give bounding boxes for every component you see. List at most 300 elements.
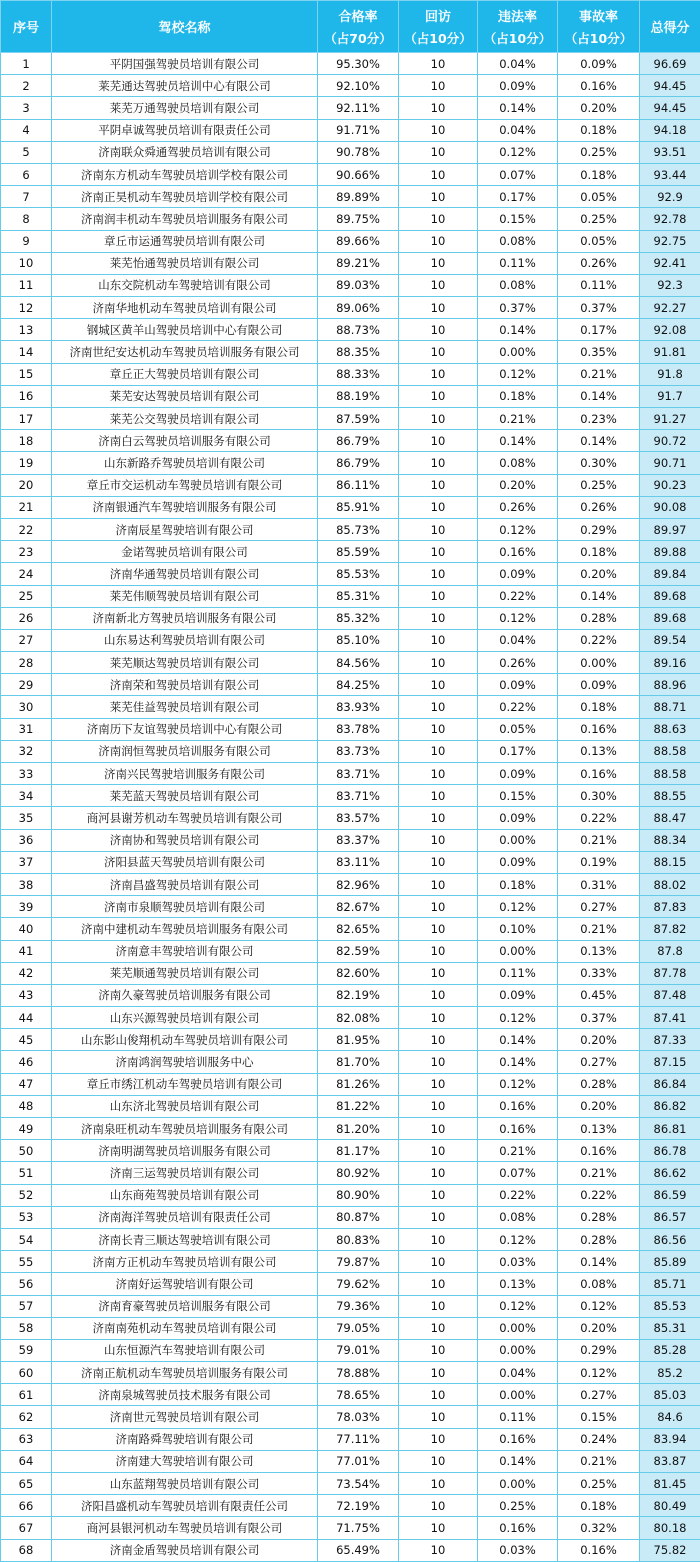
rank-cell: 29 [1,674,52,696]
table-row [1,585,700,607]
revisit-cell: 10 [399,1051,478,1073]
violation-rate-cell: 0.14% [478,319,558,341]
school-name-cell: 济南意丰驾驶培训有限公司 [52,940,318,962]
rank-cell: 17 [1,408,52,430]
table-row [1,1295,700,1317]
col-violation-subheader: （占10分） [478,29,557,47]
pass-rate-cell: 82.96% [318,873,399,895]
pass-rate-cell: 84.25% [318,674,399,696]
pass-rate-cell: 88.73% [318,319,399,341]
rank-cell: 36 [1,829,52,851]
total-score-cell: 89.68 [640,607,700,629]
rank-cell: 59 [1,1339,52,1361]
pass-rate-cell: 85.10% [318,629,399,651]
school-name-cell: 济南兴民驾驶培训服务有限公司 [52,763,318,785]
revisit-cell: 10 [399,1007,478,1029]
rank-cell: 31 [1,718,52,740]
total-score-cell: 85.2 [640,1362,700,1384]
school-name-cell: 莱芜伟顺驾驶员培训有限公司 [52,585,318,607]
revisit-cell: 10 [399,274,478,296]
violation-rate-cell: 0.04% [478,119,558,141]
table-row [1,674,700,696]
school-name-cell: 济南新北方驾驶员培训服务有限公司 [52,607,318,629]
violation-rate-cell: 0.14% [478,1051,558,1073]
revisit-cell: 10 [399,1073,478,1095]
pass-rate-cell: 81.26% [318,1073,399,1095]
accident-rate-cell: 0.21% [558,1450,640,1472]
col-accident-subheader: （占10分） [558,29,639,47]
revisit-cell: 10 [399,962,478,984]
revisit-cell: 10 [399,918,478,940]
table-row [1,430,700,452]
rank-cell: 23 [1,541,52,563]
table-row [1,297,700,319]
pass-rate-cell: 82.67% [318,896,399,918]
school-name-cell: 章丘正大驾驶员培训有限公司 [52,363,318,385]
pass-rate-cell: 85.32% [318,607,399,629]
accident-rate-cell: 0.21% [558,1162,640,1184]
rank-cell: 21 [1,496,52,518]
accident-rate-cell: 0.05% [558,230,640,252]
accident-rate-cell: 0.18% [558,541,640,563]
revisit-cell: 10 [399,674,478,696]
pass-rate-cell: 82.60% [318,962,399,984]
revisit-cell: 10 [399,186,478,208]
violation-rate-cell: 0.12% [478,518,558,540]
pass-rate-cell: 80.83% [318,1228,399,1250]
revisit-cell: 10 [399,1384,478,1406]
rank-cell: 64 [1,1450,52,1472]
table-row [1,186,700,208]
rank-cell: 65 [1,1473,52,1495]
total-score-cell: 87.33 [640,1029,700,1051]
accident-rate-cell: 0.08% [558,1273,640,1295]
revisit-cell: 10 [399,763,478,785]
rank-cell: 9 [1,230,52,252]
pass-rate-cell: 78.88% [318,1362,399,1384]
rank-cell: 33 [1,763,52,785]
table-row [1,962,700,984]
pass-rate-cell: 89.75% [318,208,399,230]
table-row [1,385,700,407]
school-name-cell: 济南市泉顺驾驶员培训有限公司 [52,896,318,918]
school-name-cell: 山东恒源汽车驾驶培训有限公司 [52,1339,318,1361]
pass-rate-cell: 80.92% [318,1162,399,1184]
accident-rate-cell: 0.26% [558,252,640,274]
total-score-cell: 75.82 [640,1539,700,1561]
violation-rate-cell: 0.12% [478,896,558,918]
table-row [1,652,700,674]
table-row [1,718,700,740]
violation-rate-cell: 0.16% [478,1517,558,1539]
accident-rate-cell: 0.35% [558,341,640,363]
total-score-cell: 86.56 [640,1228,700,1250]
rank-cell: 13 [1,319,52,341]
table-row [1,408,700,430]
revisit-cell: 10 [399,163,478,185]
pass-rate-cell: 92.10% [318,75,399,97]
rank-cell: 49 [1,1118,52,1140]
revisit-cell: 10 [399,807,478,829]
total-score-cell: 87.48 [640,984,700,1006]
table-row [1,1162,700,1184]
table-row [1,1339,700,1361]
rank-cell: 39 [1,896,52,918]
total-score-cell: 85.71 [640,1273,700,1295]
accident-rate-cell: 0.37% [558,1007,640,1029]
school-name-cell: 金诺驾驶员培训有限公司 [52,541,318,563]
total-score-cell: 89.16 [640,652,700,674]
accident-rate-cell: 0.45% [558,984,640,1006]
violation-rate-cell: 0.09% [478,807,558,829]
pass-rate-cell: 82.19% [318,984,399,1006]
total-score-cell: 88.63 [640,718,700,740]
accident-rate-cell: 0.25% [558,474,640,496]
revisit-cell: 10 [399,252,478,274]
school-name-cell: 莱芜顺达驾驶员培训有限公司 [52,652,318,674]
revisit-cell: 10 [399,1362,478,1384]
accident-rate-cell: 0.12% [558,1295,640,1317]
table-row [1,97,700,119]
pass-rate-cell: 84.56% [318,652,399,674]
pass-rate-cell: 82.65% [318,918,399,940]
header-row [1,1,700,53]
pass-rate-cell: 83.37% [318,829,399,851]
accident-rate-cell: 0.13% [558,740,640,762]
rank-cell: 46 [1,1051,52,1073]
school-name-cell: 济南好运驾驶培训有限公司 [52,1273,318,1295]
pass-rate-cell: 86.79% [318,430,399,452]
revisit-cell: 10 [399,607,478,629]
table-row [1,474,700,496]
pass-rate-cell: 83.11% [318,851,399,873]
total-score-cell: 88.71 [640,696,700,718]
rank-cell: 25 [1,585,52,607]
table-row [1,1384,700,1406]
revisit-cell: 10 [399,984,478,1006]
pass-rate-cell: 81.20% [318,1118,399,1140]
rank-cell: 2 [1,75,52,97]
pass-rate-cell: 77.01% [318,1450,399,1472]
total-score-cell: 92.41 [640,252,700,274]
total-score-cell: 89.84 [640,563,700,585]
revisit-cell: 10 [399,1339,478,1361]
total-score-cell: 92.78 [640,208,700,230]
table-row [1,1228,700,1250]
total-score-cell: 86.84 [640,1073,700,1095]
table-row [1,896,700,918]
violation-rate-cell: 0.14% [478,1450,558,1472]
rank-cell: 19 [1,452,52,474]
pass-rate-cell: 79.05% [318,1317,399,1339]
rank-cell: 18 [1,430,52,452]
violation-rate-cell: 0.14% [478,430,558,452]
violation-rate-cell: 0.26% [478,496,558,518]
rank-cell: 61 [1,1384,52,1406]
accident-rate-cell: 0.20% [558,1317,640,1339]
pass-rate-cell: 95.30% [318,53,399,75]
school-name-cell: 章丘市交运机动车驾驶员培训有限公司 [52,474,318,496]
violation-rate-cell: 0.12% [478,1007,558,1029]
rank-cell: 54 [1,1228,52,1250]
pass-rate-cell: 83.93% [318,696,399,718]
violation-rate-cell: 0.03% [478,1251,558,1273]
col-name-header: 驾校名称 [52,1,318,53]
total-score-cell: 86.82 [640,1095,700,1117]
table-row [1,763,700,785]
violation-rate-cell: 0.18% [478,385,558,407]
rank-cell: 35 [1,807,52,829]
violation-rate-cell: 0.08% [478,274,558,296]
violation-rate-cell: 0.09% [478,984,558,1006]
revisit-cell: 10 [399,1428,478,1450]
total-score-cell: 87.78 [640,962,700,984]
violation-rate-cell: 0.21% [478,408,558,430]
school-name-cell: 济南荣和驾驶员培训有限公司 [52,674,318,696]
pass-rate-cell: 85.53% [318,563,399,585]
violation-rate-cell: 0.12% [478,1073,558,1095]
school-name-cell: 山东济北驾驶员培训有限公司 [52,1095,318,1117]
accident-rate-cell: 0.20% [558,1029,640,1051]
total-score-cell: 90.23 [640,474,700,496]
table-row [1,1273,700,1295]
rank-cell: 32 [1,740,52,762]
school-name-cell: 济南华地机动车驾驶员培训有限公司 [52,297,318,319]
total-score-cell: 80.18 [640,1517,700,1539]
col-revisit-subheader: （占10分） [399,29,477,47]
rank-cell: 52 [1,1184,52,1206]
pass-rate-cell: 91.71% [318,119,399,141]
accident-rate-cell: 0.16% [558,75,640,97]
col-rank-header: 序号 [1,1,52,53]
total-score-cell: 94.45 [640,97,700,119]
total-score-cell: 88.96 [640,674,700,696]
school-name-cell: 莱芜安达驾驶员培训有限公司 [52,385,318,407]
pass-rate-cell: 81.17% [318,1140,399,1162]
total-score-cell: 85.53 [640,1295,700,1317]
violation-rate-cell: 0.15% [478,208,558,230]
pass-rate-cell: 80.87% [318,1206,399,1228]
table-row [1,1450,700,1472]
school-name-cell: 钢城区黄羊山驾驶员培训中心有限公司 [52,319,318,341]
accident-rate-cell: 0.15% [558,1406,640,1428]
total-score-cell: 90.08 [640,496,700,518]
school-name-cell: 山东蓝翔驾驶员培训有限公司 [52,1473,318,1495]
accident-rate-cell: 0.28% [558,1228,640,1250]
pass-rate-cell: 86.79% [318,452,399,474]
pass-rate-cell: 80.90% [318,1184,399,1206]
accident-rate-cell: 0.18% [558,119,640,141]
rank-cell: 68 [1,1539,52,1561]
table-row [1,319,700,341]
pass-rate-cell: 85.31% [318,585,399,607]
school-name-cell: 济南世纪安达机动车驾驶员培训服务有限公司 [52,341,318,363]
table-row [1,1029,700,1051]
accident-rate-cell: 0.30% [558,452,640,474]
table-row [1,341,700,363]
total-score-cell: 86.78 [640,1140,700,1162]
table-row [1,452,700,474]
total-score-cell: 87.82 [640,918,700,940]
col-accident-header: 事故率 （占10分） [558,1,640,53]
col-pass-rate-header: 合格率 （占70分） [318,1,399,53]
violation-rate-cell: 0.04% [478,629,558,651]
rank-cell: 40 [1,918,52,940]
total-score-cell: 92.3 [640,274,700,296]
rank-cell: 6 [1,163,52,185]
table-row [1,629,700,651]
pass-rate-cell: 79.01% [318,1339,399,1361]
school-name-cell: 济南联众舜通驾驶员培训有限公司 [52,141,318,163]
accident-rate-cell: 0.28% [558,1206,640,1228]
rank-cell: 16 [1,385,52,407]
revisit-cell: 10 [399,1140,478,1162]
table-row [1,230,700,252]
pass-rate-cell: 83.57% [318,807,399,829]
pass-rate-cell: 79.87% [318,1251,399,1273]
school-name-cell: 济南协和驾驶员培训有限公司 [52,829,318,851]
accident-rate-cell: 0.22% [558,629,640,651]
rank-cell: 20 [1,474,52,496]
rank-cell: 48 [1,1095,52,1117]
accident-rate-cell: 0.16% [558,763,640,785]
school-name-cell: 济南建大驾驶培训有限公司 [52,1450,318,1472]
violation-rate-cell: 0.08% [478,452,558,474]
table-row [1,829,700,851]
school-name-cell: 济南泉旺机动车驾驶员培训服务有限公司 [52,1118,318,1140]
table-row [1,75,700,97]
pass-rate-cell: 83.71% [318,763,399,785]
revisit-cell: 10 [399,563,478,585]
rank-cell: 60 [1,1362,52,1384]
rank-cell: 63 [1,1428,52,1450]
rank-cell: 30 [1,696,52,718]
rank-cell: 1 [1,53,52,75]
total-score-cell: 90.71 [640,452,700,474]
accident-rate-cell: 0.26% [558,496,640,518]
rank-cell: 14 [1,341,52,363]
rank-cell: 67 [1,1517,52,1539]
violation-rate-cell: 0.12% [478,1295,558,1317]
rank-cell: 43 [1,984,52,1006]
table-row [1,696,700,718]
total-score-cell: 89.54 [640,629,700,651]
total-score-cell: 89.97 [640,518,700,540]
accident-rate-cell: 0.16% [558,1539,640,1561]
accident-rate-cell: 0.12% [558,1362,640,1384]
accident-rate-cell: 0.14% [558,585,640,607]
pass-rate-cell: 89.03% [318,274,399,296]
accident-rate-cell: 0.25% [558,141,640,163]
accident-rate-cell: 0.20% [558,1095,640,1117]
total-score-cell: 91.81 [640,341,700,363]
total-score-cell: 92.27 [640,297,700,319]
violation-rate-cell: 0.09% [478,563,558,585]
revisit-cell: 10 [399,385,478,407]
violation-rate-cell: 0.07% [478,1162,558,1184]
violation-rate-cell: 0.16% [478,1118,558,1140]
rank-cell: 42 [1,962,52,984]
pass-rate-cell: 88.33% [318,363,399,385]
table-row [1,208,700,230]
total-score-cell: 86.81 [640,1118,700,1140]
school-name-cell: 济南正航机动车驾驶员培训服务有限公司 [52,1362,318,1384]
table-row [1,1118,700,1140]
violation-rate-cell: 0.11% [478,1406,558,1428]
total-score-cell: 94.45 [640,75,700,97]
table-row [1,363,700,385]
rank-cell: 37 [1,851,52,873]
revisit-cell: 10 [399,341,478,363]
accident-rate-cell: 0.27% [558,896,640,918]
pass-rate-cell: 88.35% [318,341,399,363]
total-score-cell: 92.75 [640,230,700,252]
table-row [1,1539,700,1561]
total-score-cell: 83.94 [640,1428,700,1450]
revisit-cell: 10 [399,940,478,962]
pass-rate-cell: 82.08% [318,1007,399,1029]
school-name-cell: 山东交院机动车驾驶培训有限公司 [52,274,318,296]
revisit-cell: 10 [399,319,478,341]
school-name-cell: 山东影山俊翔机动车驾驶员培训有限公司 [52,1029,318,1051]
violation-rate-cell: 0.22% [478,585,558,607]
total-score-cell: 91.7 [640,385,700,407]
total-score-cell: 84.6 [640,1406,700,1428]
violation-rate-cell: 0.10% [478,918,558,940]
revisit-cell: 10 [399,496,478,518]
violation-rate-cell: 0.00% [478,829,558,851]
table-row [1,141,700,163]
revisit-cell: 10 [399,585,478,607]
school-name-cell: 济南银通汽车驾驶培训服务有限公司 [52,496,318,518]
revisit-cell: 10 [399,75,478,97]
school-name-cell: 济南白云驾驶员培训服务有限公司 [52,430,318,452]
accident-rate-cell: 0.20% [558,563,640,585]
violation-rate-cell: 0.03% [478,1539,558,1561]
violation-rate-cell: 0.00% [478,940,558,962]
revisit-cell: 10 [399,1273,478,1295]
violation-rate-cell: 0.11% [478,962,558,984]
table-row [1,563,700,585]
revisit-cell: 10 [399,1406,478,1428]
school-name-cell: 章丘市绣江机动车驾驶员培训有限公司 [52,1073,318,1095]
violation-rate-cell: 0.13% [478,1273,558,1295]
accident-rate-cell: 0.25% [558,208,640,230]
table-row [1,873,700,895]
violation-rate-cell: 0.05% [478,718,558,740]
accident-rate-cell: 0.31% [558,873,640,895]
pass-rate-cell: 89.89% [318,186,399,208]
school-name-cell: 济南育豪驾驶员培训服务有限公司 [52,1295,318,1317]
violation-rate-cell: 0.22% [478,696,558,718]
accident-rate-cell: 0.16% [558,718,640,740]
violation-rate-cell: 0.20% [478,474,558,496]
school-name-cell: 济南长青三顺达驾驶培训有限公司 [52,1228,318,1250]
school-name-cell: 济南润恒驾驶员培训服务有限公司 [52,740,318,762]
school-name-cell: 济南金盾驾驶员培训有限公司 [52,1539,318,1561]
table-row [1,1184,700,1206]
accident-rate-cell: 0.19% [558,851,640,873]
accident-rate-cell: 0.29% [558,518,640,540]
total-score-cell: 85.89 [640,1251,700,1273]
pass-rate-cell: 92.11% [318,97,399,119]
revisit-cell: 10 [399,1317,478,1339]
revisit-cell: 10 [399,541,478,563]
rank-cell: 27 [1,629,52,651]
pass-rate-cell: 81.70% [318,1051,399,1073]
table-row [1,496,700,518]
revisit-cell: 10 [399,652,478,674]
